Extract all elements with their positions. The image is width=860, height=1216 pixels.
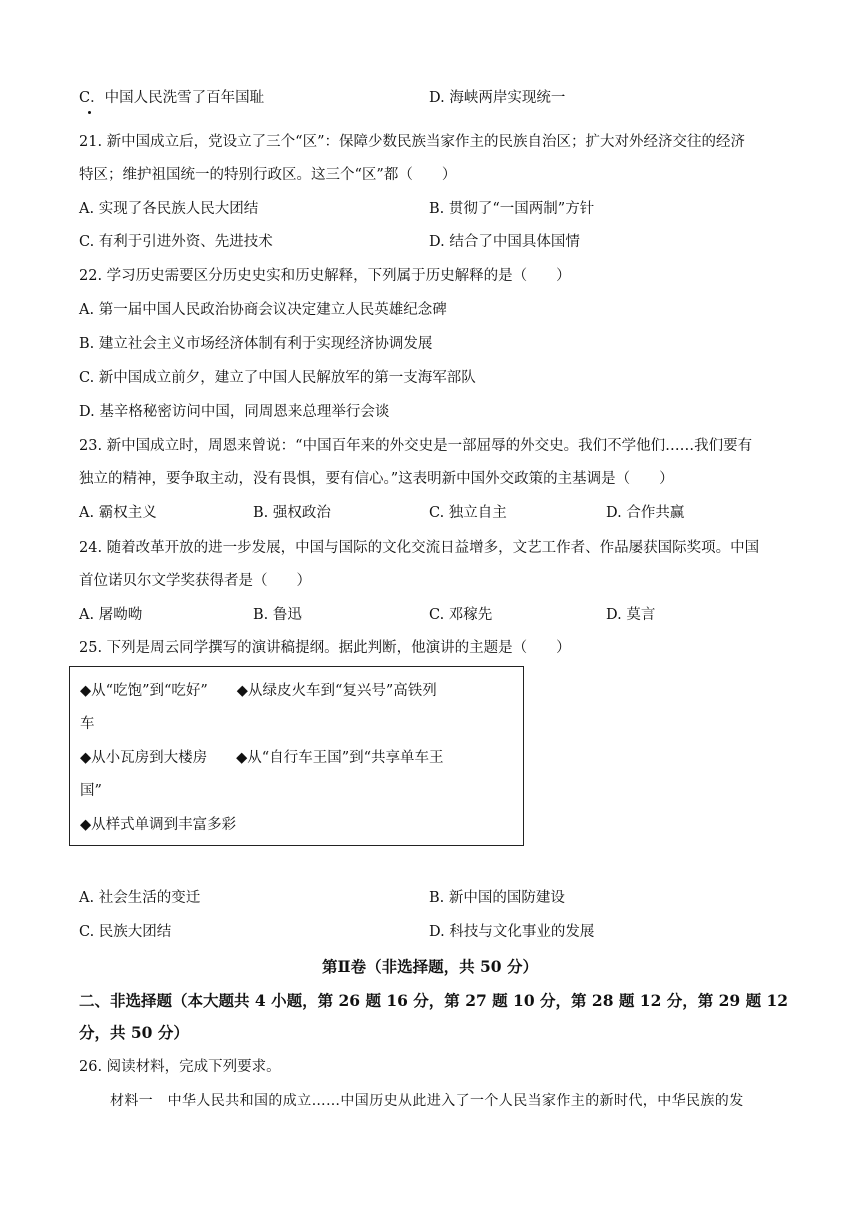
outline-line-5: ◆从样式单调到丰富多彩: [80, 817, 237, 833]
speech-outline-box: [69, 666, 524, 846]
q23-option-c: C. 独立自主: [429, 505, 507, 521]
q24-option-a: A. 屠呦呦: [79, 607, 143, 623]
q20-option-d: D. 海峡两岸实现统一: [429, 90, 566, 106]
part2-heading-line1: 二、非选择题（本大题共 4 小题，第 26 题 16 分，第 27 题 10 分，第 28 题 12 分，第 29 题 12: [79, 991, 789, 1010]
q23-option-a: A. 霸权主义: [79, 505, 157, 521]
q24-option-d: D. 莫言: [606, 607, 656, 623]
q22-stem: 22. 学习历史需要区分历史史实和历史解释，下列属于历史解释的是（ ）: [79, 268, 571, 284]
q21-option-b: B. 贯彻了“一国两制”方针: [429, 201, 595, 217]
q25-option-d: D. 科技与文化事业的发展: [429, 924, 595, 940]
q26-stem: 26. 阅读材料，完成下列要求。: [79, 1059, 281, 1075]
q24-stem-line2: 首位诺贝尔文学奖获得者是（ ）: [79, 573, 311, 589]
q23-stem-line2: 独立的精神，要争取主动，没有畏惧，要有信心。”这表明新中国外交政策的主基调是（ ）: [79, 471, 674, 487]
q23-stem-line1: 23. 新中国成立时，周恩来曾说：“中国百年来的外交史是一部屈辱的外交史。我们不学他们……我们要有: [79, 438, 753, 454]
q21-stem-line1: 21. 新中国成立后，党设立了三个“区”：保障少数民族当家作主的民族自治区；扩大对外经济交往的经济: [79, 134, 745, 150]
q21-stem-line2: 特区；维护祖国统一的特别行政区。这三个“区”都（ ）: [79, 167, 457, 183]
q20-option-c: C．中国人民洗雪了百年国耻: [79, 90, 265, 106]
q26-material-line1: 材料一 中华人民共和国的成立……中国历史从此进入了一个人民当家作主的新时代，中华民族的发: [110, 1093, 744, 1109]
outline-line-3: ◆从小瓦房到大楼房 ◆从“自行车王国”到“共享单车王: [80, 750, 444, 766]
q24-option-c: C. 邓稼先: [429, 607, 493, 623]
q24-stem-line1: 24. 随着改革开放的进一步发展，中国与国际的文化交流日益增多，文艺工作者、作品屡获国际奖项。中国: [79, 540, 760, 556]
q21-option-d: D. 结合了中国具体国情: [429, 234, 580, 250]
q25-option-a: A. 社会生活的变迁: [79, 890, 201, 906]
q22-option-b: B. 建立社会主义市场经济体制有利于实现经济协调发展: [79, 336, 433, 352]
q25-option-b: B. 新中国的国防建设: [429, 890, 565, 906]
q23-option-b: B. 强权政治: [253, 505, 331, 521]
q24-option-b: B. 鲁迅: [253, 607, 302, 623]
part2-title: 第Ⅱ卷（非选择题，共 50 分）: [322, 957, 538, 976]
emphasis-dot: [88, 111, 91, 114]
q21-option-c: C. 有利于引进外资、先进技术: [79, 234, 273, 250]
q23-option-d: D. 合作共赢: [606, 505, 685, 521]
q25-stem: 25. 下列是周云同学撰写的演讲稿提纲。据此判断，他演讲的主题是（ ）: [79, 640, 571, 656]
q25-option-c: C. 民族大团结: [79, 924, 172, 940]
part2-heading-line2: 分，共 50 分）: [79, 1023, 189, 1042]
outline-line-2: 车: [80, 716, 95, 732]
q21-option-a: A. 实现了各民族人民大团结: [79, 201, 259, 217]
q22-option-d: D. 基辛格秘密访问中国，同周恩来总理举行会谈: [79, 404, 390, 420]
q22-option-a: A. 第一届中国人民政治协商会议决定建立人民英雄纪念碑: [79, 302, 447, 318]
q22-option-c: C. 新中国成立前夕，建立了中国人民解放军的第一支海军部队: [79, 370, 476, 386]
outline-line-1: ◆从“吃饱”到“吃好” ◆从绿皮火车到“复兴号”高铁列: [80, 683, 437, 699]
outline-line-4: 国”: [80, 783, 102, 799]
